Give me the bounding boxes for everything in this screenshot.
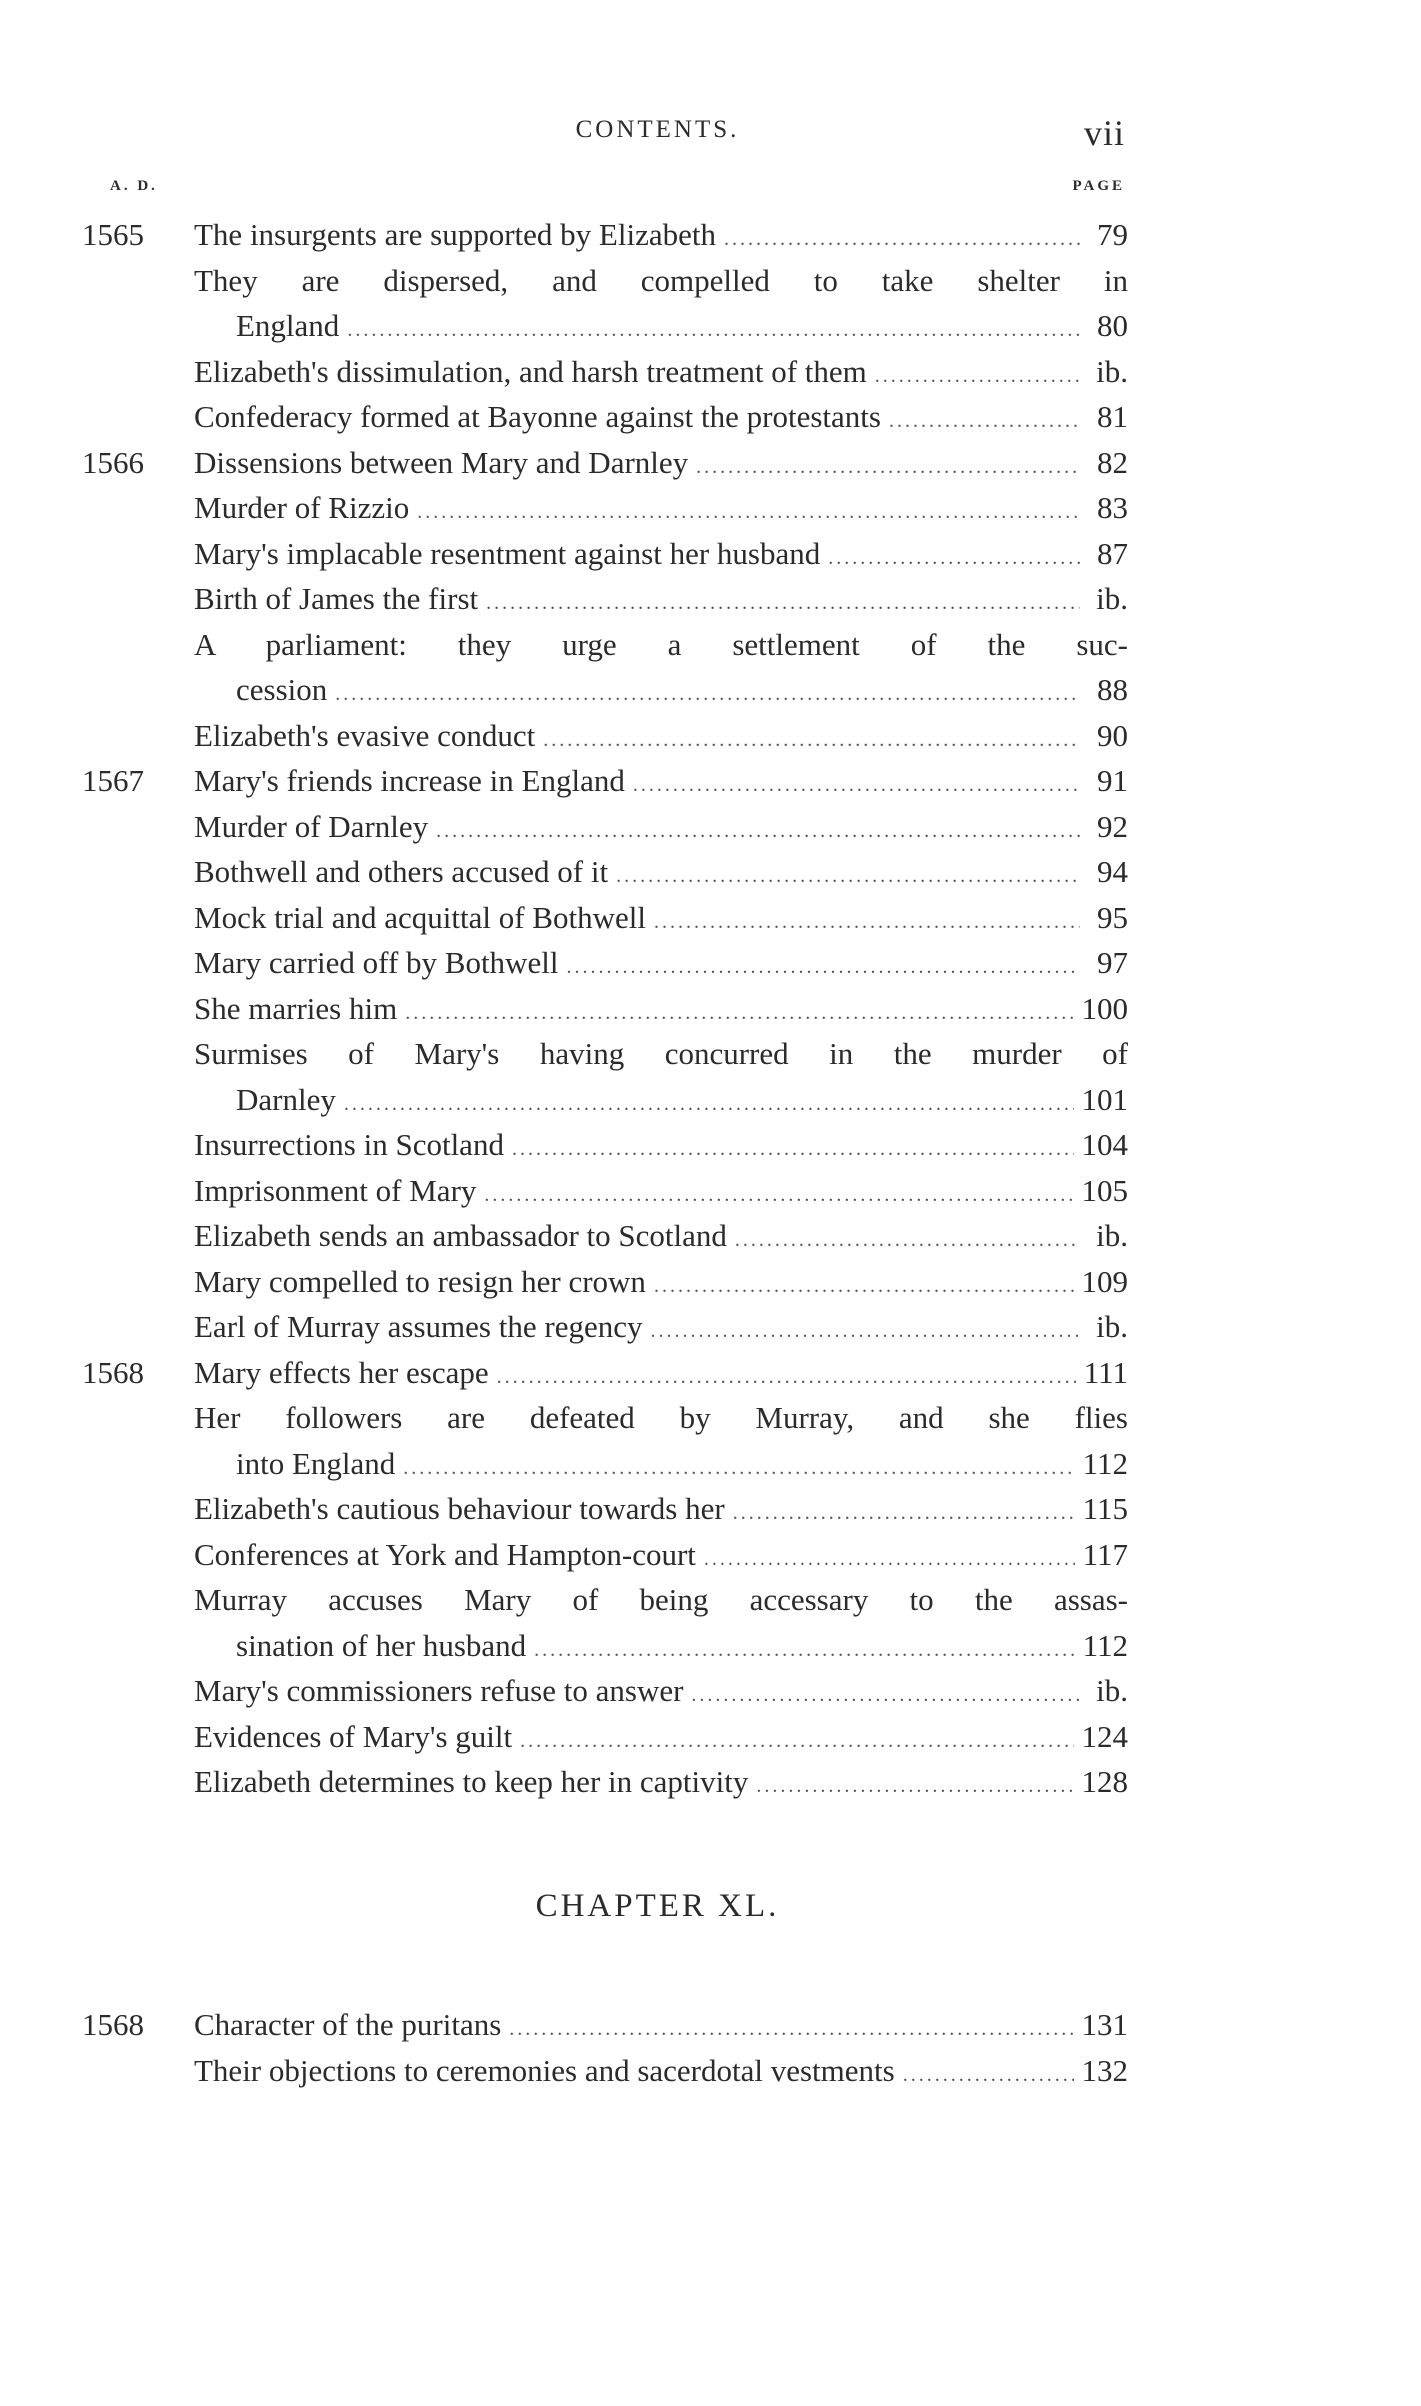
entry-title: She marries him — [194, 990, 398, 1026]
entry-title: Birth of James the first — [194, 581, 479, 616]
dot-leader — [704, 1537, 1075, 1583]
contents-entry — [82, 622, 1128, 713]
entry-line — [194, 1759, 1128, 1805]
entry-title-line: Murray accuses Mary of being accessary to the assas- — [194, 1582, 1128, 1617]
entry-title: Confederacy formed at Bayonne against the protestants — [194, 399, 881, 434]
entry-title: The insurgents are supported by Elizabeth — [194, 217, 716, 252]
entry-page-number: 97 — [1097, 945, 1128, 980]
entry-page-number: 82 — [1097, 444, 1128, 480]
entry-title: England — [236, 308, 340, 343]
entry-year: 1566 — [82, 444, 144, 480]
contents-entry — [82, 440, 1128, 486]
entry-title: Mary carried off by Bothwell — [194, 945, 559, 980]
entry-title: Mary compelled to resign her crown — [194, 1263, 646, 1299]
entry-title: Conferences at York and Hampton-court — [194, 1536, 696, 1572]
contents-entry — [82, 485, 1128, 531]
dot-leader — [417, 490, 1080, 536]
entry-title: Elizabeth's dissimulation, and harsh treatment of them — [194, 353, 867, 389]
contents-entry — [82, 849, 1128, 895]
entry-page-number: ib. — [1096, 1309, 1128, 1344]
entry-line — [194, 1304, 1128, 1350]
dot-leader — [509, 2007, 1073, 2053]
entry-line — [194, 349, 1128, 395]
entry-line — [194, 2048, 1128, 2094]
entry-year: 1565 — [82, 217, 144, 252]
contents-entry — [82, 258, 1128, 349]
dot-leader — [486, 581, 1080, 627]
entry-page-number: 101 — [1081, 1081, 1128, 1117]
entry-title: Darnley — [236, 1081, 336, 1117]
dot-leader — [344, 1082, 1074, 1128]
contents-entry — [82, 1532, 1128, 1578]
page-number: vii — [1083, 113, 1125, 153]
contents-entry — [82, 1350, 1128, 1396]
entry-title: Evidences of Mary's guilt — [194, 1718, 513, 1754]
entry-page-number: 131 — [1081, 2007, 1128, 2042]
entry-line — [194, 1668, 1128, 1714]
dot-leader — [543, 718, 1080, 764]
contents-entry — [82, 394, 1128, 440]
entry-title: Murder of Darnley — [194, 808, 429, 844]
entry-page-number: 91 — [1097, 763, 1128, 798]
entry-year: 1567 — [82, 763, 144, 798]
entry-line — [194, 667, 1128, 713]
contents-entry — [82, 2048, 1128, 2094]
dot-leader — [436, 809, 1080, 855]
dot-leader — [335, 672, 1080, 718]
entry-page-number: 94 — [1097, 854, 1128, 889]
dot-leader — [735, 1218, 1080, 1264]
contents-entry — [82, 940, 1128, 986]
entry-title: Insurrections in Scotland — [194, 1127, 504, 1162]
entry-title: Imprisonment of Mary — [194, 1172, 477, 1208]
dot-leader — [520, 1719, 1073, 1765]
contents-entry — [82, 1668, 1128, 1714]
contents-entry — [82, 895, 1128, 941]
dot-leader — [497, 1355, 1076, 1401]
entry-line — [194, 1213, 1128, 1259]
entry-page-number: 111 — [1083, 1354, 1128, 1390]
dot-leader — [875, 354, 1080, 400]
dot-leader — [616, 854, 1080, 900]
entry-page-number: 100 — [1081, 990, 1128, 1026]
contents-entry — [82, 2002, 1128, 2048]
dot-leader — [828, 536, 1080, 582]
entry-line — [194, 303, 1128, 349]
contents-entry — [82, 1759, 1128, 1805]
entry-page-number: ib. — [1096, 1673, 1128, 1708]
entry-page-number: 117 — [1082, 1536, 1128, 1572]
entry-page-number: 90 — [1097, 717, 1128, 753]
page-column-label: PAGE — [1072, 178, 1125, 194]
entry-title: Elizabeth's evasive conduct — [194, 717, 536, 753]
entry-line — [194, 2002, 1128, 2048]
entry-title: Murder of Rizzio — [194, 490, 410, 525]
chapter-heading: CHAPTER XL. — [535, 1888, 780, 1924]
contents-entry — [82, 1395, 1128, 1486]
entry-title: Mary's friends increase in England — [194, 763, 625, 798]
entry-page-number: 105 — [1081, 1172, 1128, 1208]
entry-page-number: 112 — [1082, 1445, 1128, 1481]
entry-title: Their objections to ceremonies and sacerdotal vestments — [194, 2052, 895, 2088]
entry-title-line: They are dispersed, and compelled to take shelter in — [194, 262, 1128, 298]
contents-entry — [82, 1714, 1128, 1760]
column-headings — [110, 178, 1125, 202]
dot-leader — [534, 1628, 1075, 1674]
entry-title: Mary's implacable resentment against her husband — [194, 535, 821, 571]
entry-page-number: 115 — [1082, 1491, 1128, 1526]
dot-leader — [633, 763, 1080, 809]
entry-line — [194, 895, 1128, 941]
entry-line — [194, 531, 1128, 577]
entry-line — [194, 576, 1128, 622]
entry-title: Mary's commissioners refuse to answer — [194, 1673, 684, 1708]
entry-line — [194, 1623, 1128, 1669]
dot-leader — [691, 1673, 1080, 1719]
entry-line — [194, 1077, 1128, 1123]
entry-page-number: ib. — [1096, 1218, 1128, 1253]
contents-entry — [82, 1168, 1128, 1214]
dot-leader — [733, 1491, 1075, 1537]
contents-entry — [82, 1304, 1128, 1350]
contents-entry — [82, 1259, 1128, 1305]
entry-page-number: 88 — [1097, 672, 1128, 707]
dot-leader — [403, 1446, 1074, 1492]
dot-leader — [650, 1309, 1080, 1355]
entry-title: Dissensions between Mary and Darnley — [194, 444, 689, 480]
contents-entry — [82, 1213, 1128, 1259]
entry-title: Earl of Murray assumes the regency — [194, 1309, 643, 1344]
year-column-label: A. D. — [110, 178, 158, 194]
entry-page-number: 83 — [1097, 490, 1128, 525]
entry-line — [194, 1486, 1128, 1532]
entry-line — [194, 1122, 1128, 1168]
entry-page-number: 92 — [1097, 808, 1128, 844]
entry-line — [194, 1350, 1128, 1396]
contents-entry — [82, 576, 1128, 622]
entry-page-number: 104 — [1081, 1127, 1128, 1162]
dot-leader — [889, 399, 1080, 445]
entry-page-number: 124 — [1081, 1718, 1128, 1754]
entry-line — [194, 1441, 1128, 1487]
contents-entry — [82, 986, 1128, 1032]
entry-title-line: A parliament: they urge a settlement of the suc- — [194, 626, 1128, 662]
dot-leader — [724, 217, 1080, 263]
entry-page-number: 95 — [1097, 899, 1128, 935]
dot-leader — [654, 900, 1080, 946]
entry-year: 1568 — [82, 1354, 144, 1390]
entry-title: sination of her husband — [236, 1627, 527, 1663]
running-head — [190, 112, 1125, 152]
entry-title-line: Surmises of Mary's having concurred in the murder of — [194, 1036, 1128, 1071]
entry-line — [194, 1714, 1128, 1760]
contents-entry — [82, 804, 1128, 850]
entry-line — [194, 440, 1128, 486]
contents-entry — [82, 1486, 1128, 1532]
contents-entry — [82, 1577, 1128, 1668]
dot-leader — [484, 1173, 1073, 1219]
entry-page-number: 81 — [1097, 399, 1128, 434]
entry-line — [194, 1168, 1128, 1214]
entry-title: Mary effects her escape — [194, 1354, 489, 1390]
dot-leader — [654, 1264, 1074, 1310]
entry-page-number: ib. — [1096, 581, 1128, 616]
entry-year: 1568 — [82, 2007, 144, 2042]
chapter-contents-list — [82, 2002, 1128, 2093]
entry-page-number: 128 — [1081, 1764, 1128, 1799]
entry-page-number: 80 — [1097, 308, 1128, 343]
entry-line — [194, 1259, 1128, 1305]
contents-entry — [82, 212, 1128, 258]
entry-page-number: ib. — [1096, 353, 1128, 389]
entry-title: Elizabeth determines to keep her in captivity — [194, 1764, 749, 1799]
contents-entry — [82, 349, 1128, 395]
dot-leader — [405, 991, 1073, 1037]
entry-title: Elizabeth sends an ambassador to Scotland — [194, 1218, 727, 1253]
entry-title: cession — [236, 672, 328, 707]
page-title: CONTENTS. — [575, 116, 740, 143]
dot-leader — [512, 1127, 1074, 1173]
contents-entry — [82, 713, 1128, 759]
entry-page-number: 112 — [1082, 1627, 1128, 1663]
entry-line — [194, 1532, 1128, 1578]
contents-entry — [82, 531, 1128, 577]
entry-page-number: 109 — [1081, 1263, 1128, 1299]
entry-line — [194, 804, 1128, 850]
entry-line — [194, 713, 1128, 759]
dot-leader — [566, 945, 1080, 991]
dot-leader — [903, 2053, 1074, 2099]
entry-page-number: 132 — [1081, 2052, 1128, 2088]
entry-title: Bothwell and others accused of it — [194, 854, 609, 889]
entry-title: Mock trial and acquittal of Bothwell — [194, 899, 646, 935]
contents-entry — [82, 1122, 1128, 1168]
entry-title-line: Her followers are defeated by Murray, and she flies — [194, 1400, 1128, 1435]
contents-entry — [82, 1031, 1128, 1122]
entry-title: Character of the puritans — [194, 2007, 502, 2042]
entry-title: Elizabeth's cautious behaviour towards her — [194, 1491, 725, 1526]
entry-line — [194, 485, 1128, 531]
entry-page-number: 87 — [1097, 535, 1128, 571]
entry-line — [194, 758, 1128, 804]
entry-line — [194, 940, 1128, 986]
entry-line — [194, 394, 1128, 440]
entry-line — [194, 849, 1128, 895]
dot-leader — [756, 1764, 1073, 1810]
contents-entry — [82, 758, 1128, 804]
entry-page-number: 79 — [1097, 217, 1128, 252]
entry-line — [194, 986, 1128, 1032]
entry-line — [194, 212, 1128, 258]
dot-leader — [347, 308, 1080, 354]
contents-list — [82, 212, 1128, 1805]
entry-title: into England — [236, 1445, 396, 1481]
dot-leader — [696, 445, 1080, 491]
